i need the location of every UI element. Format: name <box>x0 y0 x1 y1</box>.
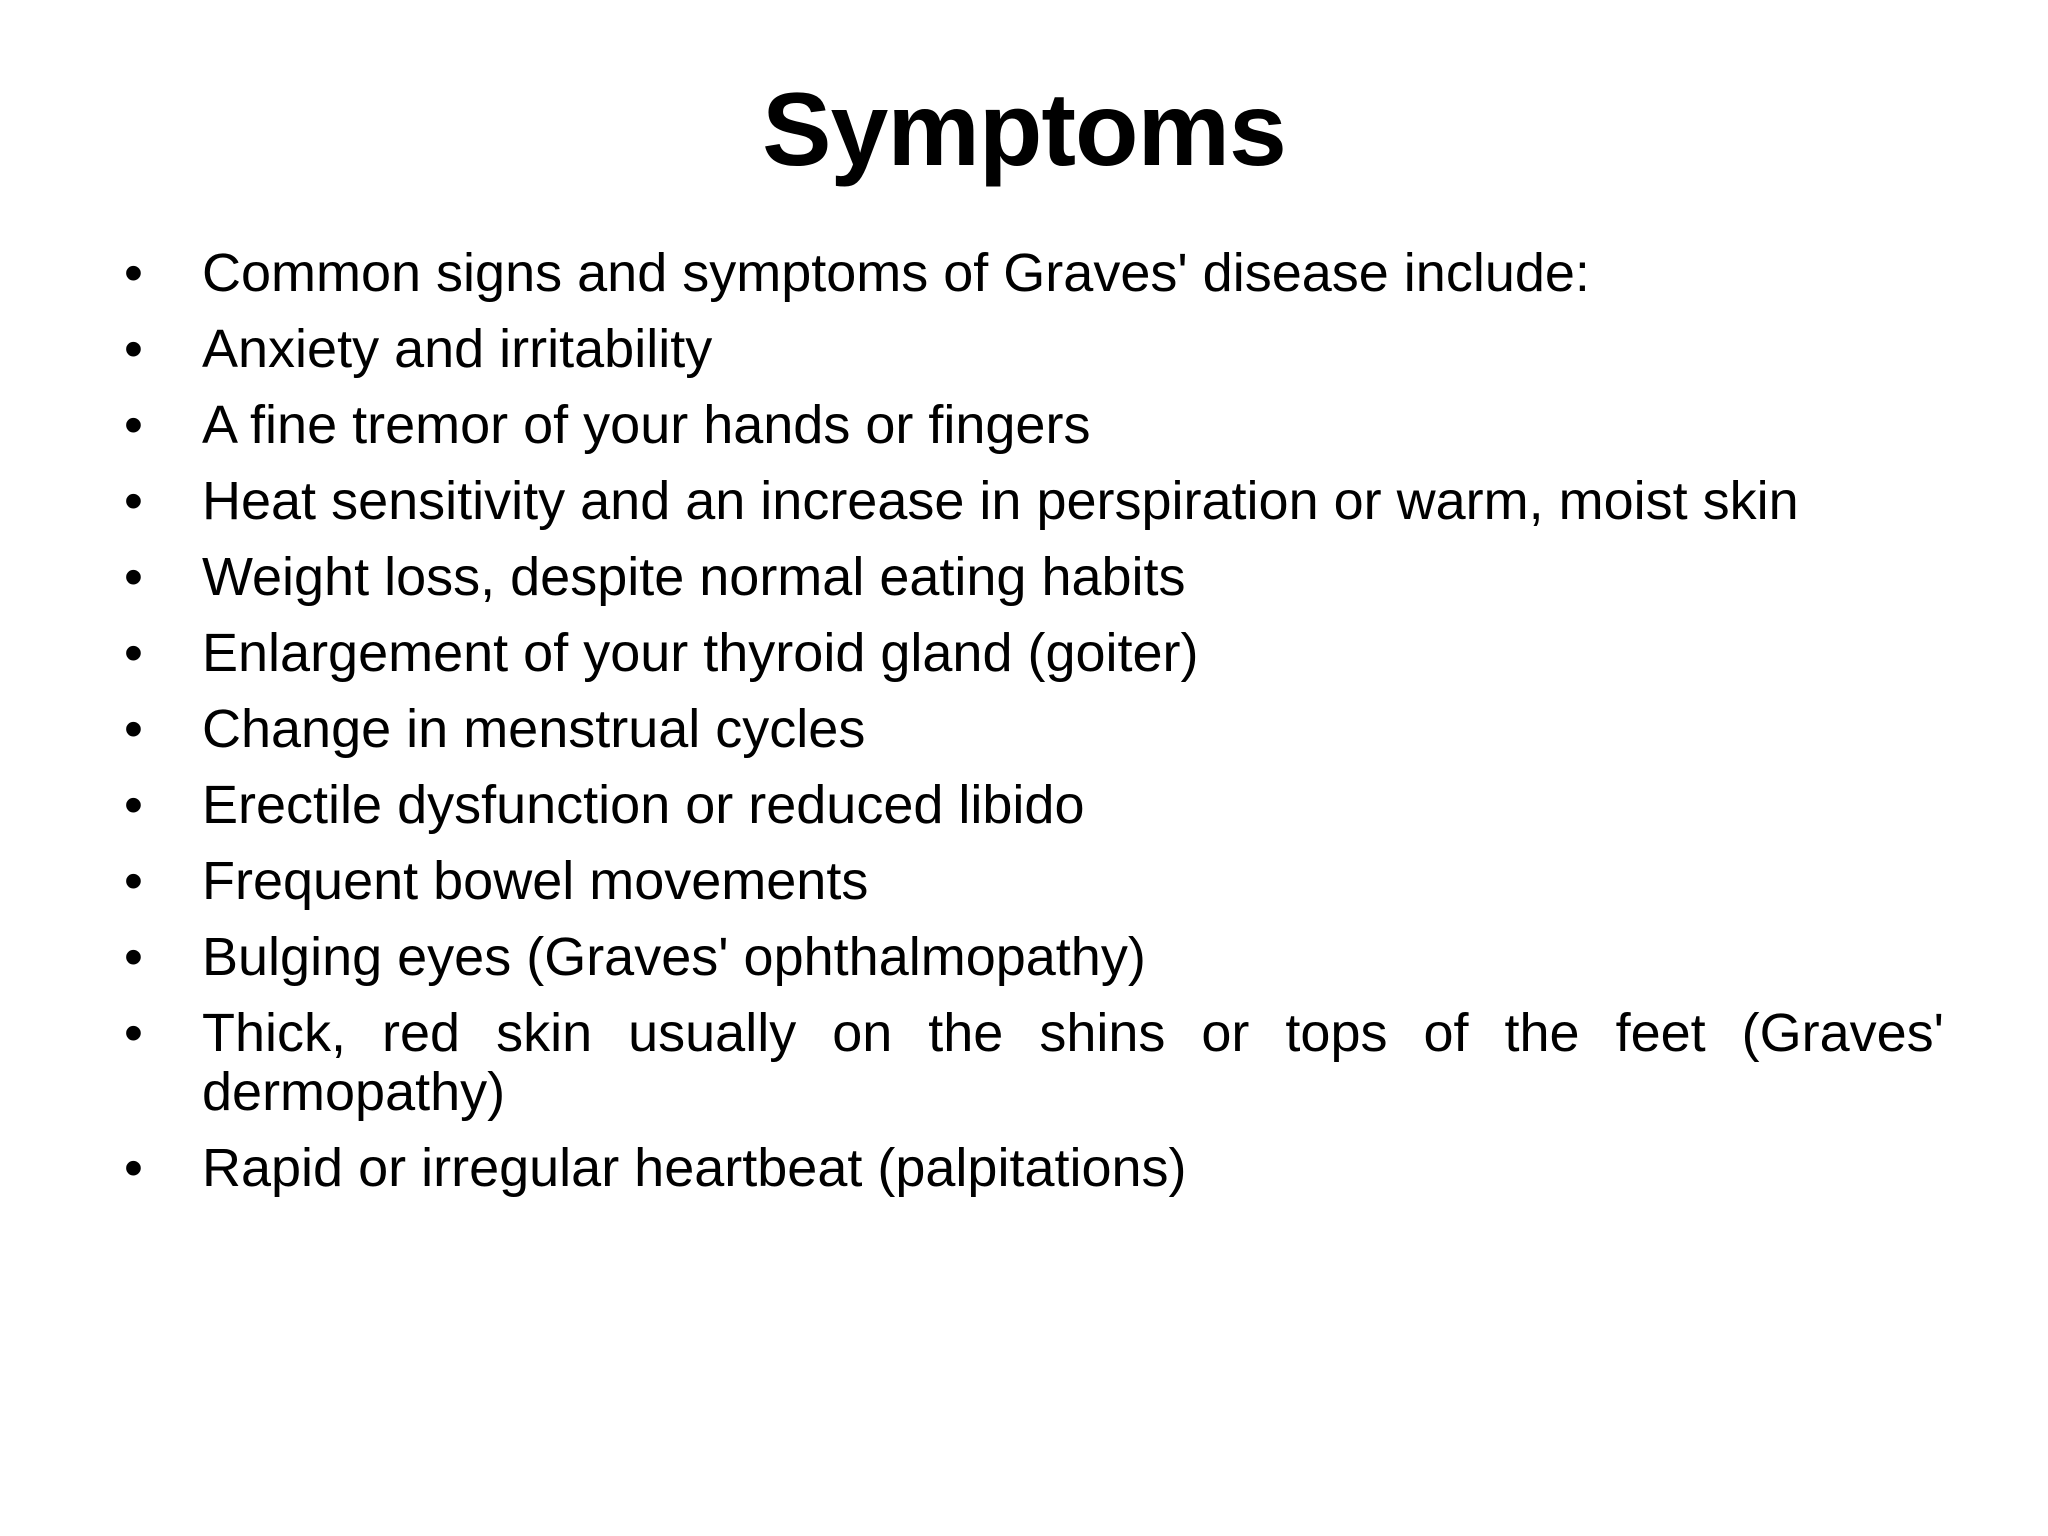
bullet-item <box>124 548 1944 607</box>
slide-title: Symptoms <box>762 72 1286 188</box>
bullet-text: Change in menstrual cycles <box>202 699 866 759</box>
bullet-icon: • <box>124 927 143 987</box>
bullet-icon: • <box>124 1138 143 1198</box>
bullet-text: Thick, red skin usually on the shins or tops of the feet (Graves' dermopathy) <box>202 1003 1944 1122</box>
bullet-icon: • <box>124 395 143 455</box>
bullet-text: Anxiety and irritability <box>202 319 713 379</box>
bullet-item <box>124 928 1944 987</box>
bullet-item <box>124 700 1944 759</box>
bullet-text: Rapid or irregular heartbeat (palpitations) <box>202 1138 1187 1198</box>
bullet-item <box>124 776 1944 835</box>
bullet-item <box>124 852 1944 911</box>
bullet-icon: • <box>124 775 143 835</box>
bullet-icon: • <box>124 699 143 759</box>
bullet-item <box>124 1004 1944 1122</box>
bullet-icon: • <box>124 851 143 911</box>
bullet-item <box>124 472 1944 531</box>
bullet-text: Frequent bowel movements <box>202 851 869 911</box>
bullet-item <box>124 1139 1944 1198</box>
bullet-item <box>124 320 1944 379</box>
bullet-item <box>124 624 1944 683</box>
bullet-item <box>124 244 1944 303</box>
bullet-text: Weight loss, despite normal eating habits <box>202 547 1186 607</box>
bullet-text: Enlargement of your thyroid gland (goiter) <box>202 623 1199 683</box>
bullet-icon: • <box>124 623 143 683</box>
bullet-list <box>124 244 1944 1215</box>
bullet-icon: • <box>124 319 143 379</box>
bullet-text: Heat sensitivity and an increase in perspiration or warm, moist skin <box>202 471 1799 531</box>
bullet-icon: • <box>124 547 143 607</box>
bullet-text: Erectile dysfunction or reduced libido <box>202 775 1085 835</box>
bullet-icon: • <box>124 471 143 531</box>
bullet-icon: • <box>124 1003 143 1063</box>
bullet-text: A fine tremor of your hands or fingers <box>202 395 1091 455</box>
bullet-item <box>124 396 1944 455</box>
bullet-text: Bulging eyes (Graves' ophthalmopathy) <box>202 927 1146 987</box>
bullet-icon: • <box>124 243 143 303</box>
bullet-text: Common signs and symptoms of Graves' disease include: <box>202 243 1590 303</box>
